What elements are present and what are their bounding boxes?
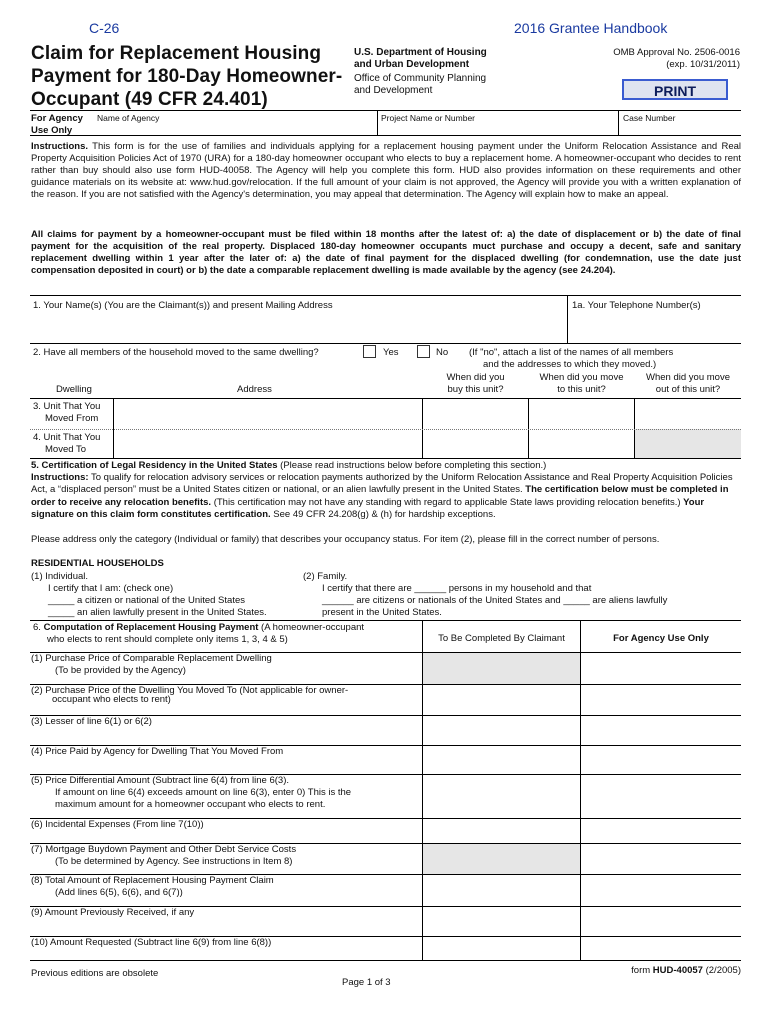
shaded-claimant-cell [423, 653, 580, 684]
title-line-3: Occupant (49 CFR 24.401) [31, 89, 268, 110]
agency-amount-field[interactable] [582, 908, 739, 934]
agency-amount-field[interactable] [582, 938, 739, 958]
family-line-2: ______ are citizens or nationals of the United States and _____ are aliens lawfully [322, 595, 668, 606]
item5-heading-suffix: (Please read instructions below before completing this section.) [280, 460, 547, 471]
handbook-title: 2016 Grantee Handbook [514, 20, 668, 36]
row-text-line: If amount on line 6(4) exceeds amount on line 6(3), enter 0) This is the [55, 787, 352, 798]
page-number: Page 1 of 3 [342, 977, 391, 988]
omb-approval [570, 47, 740, 71]
computation-row-label [31, 844, 419, 868]
row-text-line: (To be determined by Agency. See instructions in Item 8) [55, 856, 293, 867]
col-move-in-date [529, 372, 634, 396]
row-text-line: (1) Purchase Price of Comparable Replacement Dwelling [31, 653, 272, 664]
no-checkbox[interactable] [417, 345, 430, 358]
address-only-note: Please address only the category (Individual or family) that describes your occupancy status. For item (2), please fill in the correct number of persons. [31, 534, 660, 545]
col-dwelling: Dwelling [56, 384, 92, 395]
item5-instr-label: Instructions: [31, 472, 89, 483]
row-text-line: (5) Price Differential Amount (Subtract line 6(4) from line 6(3). [31, 775, 290, 786]
item2-note-line-1: (If "no", attach a list of the names of all members [469, 347, 674, 358]
row3-line-1: 3. Unit That You [33, 401, 101, 412]
item6-num: 6. [33, 622, 41, 633]
claimant-amount-field[interactable] [424, 717, 578, 743]
claimant-amount-field[interactable] [424, 747, 578, 772]
item2-note-line-2: and the addresses to which they moved.) [483, 359, 657, 370]
claimant-amount-field[interactable] [424, 908, 578, 934]
title-line-2: Payment for 180-Day Homeowner- [31, 66, 343, 87]
claimant-amount-field[interactable] [424, 686, 578, 713]
individual-title: (1) Individual. [31, 571, 89, 582]
no-label: No [436, 347, 449, 358]
agency-amount-field[interactable] [582, 747, 739, 772]
row4-line-1: 4. Unit That You [33, 432, 101, 443]
agency-name-field[interactable] [97, 124, 375, 134]
family-section [303, 571, 667, 619]
row-text-line: (6) Incidental Expenses (From line 7(10)) [31, 819, 204, 830]
project-field[interactable] [381, 124, 615, 134]
shaded-moveout-cell [635, 429, 741, 458]
computation-row-label [31, 937, 419, 949]
case-number-label: Case Number [623, 113, 676, 123]
computation-row-label [31, 875, 419, 899]
agency-amount-field[interactable] [582, 876, 739, 904]
print-button[interactable]: PRINT [622, 79, 728, 100]
yes-checkbox[interactable] [363, 345, 376, 358]
computation-row-label [31, 685, 419, 706]
item5-instr-body2: (This certification may not have any standing with regard to applicable State laws providing relocation benefits.) [213, 496, 681, 508]
computation-row-label [31, 746, 419, 758]
item6-heading-rest: (A homeowner-occupant [261, 622, 365, 633]
row3-address-field[interactable] [116, 400, 420, 427]
row-text-line: (2) Purchase Price of the Dwelling You Moved To (Not applicable for owner- [31, 685, 349, 696]
row-text-line: (To be provided by the Agency) [55, 665, 186, 676]
obsolete-note: Previous editions are obsolete [31, 968, 159, 979]
office-line-2: and Development [354, 85, 433, 96]
claimant-amount-field[interactable] [424, 876, 578, 904]
col-agency: For Agency Use Only [613, 633, 709, 644]
for-agency-line-1: For Agency [31, 113, 83, 124]
col-address: Address [237, 384, 272, 395]
row-text-line: (Add lines 6(5), 6(6), and 6(7)) [55, 887, 183, 898]
dept-line-2: and Urban Development [354, 59, 470, 70]
col-buy-date [423, 372, 528, 396]
computation-row-label [31, 653, 419, 677]
case-number-field[interactable] [623, 124, 739, 134]
agency-amount-field[interactable] [582, 776, 739, 816]
item5-heading [31, 460, 741, 472]
row-text-line: (4) Price Paid by Agency for Dwelling That You Moved From [31, 746, 284, 757]
instructions-body: This form is for the use of families and individuals applying for a replacement housing payment under the Uniform Relocation Assistance and Real Property Acquisition Policies Act of 1970 (URA) for a 180-day homeowner occupant who elects to buy a replacement home. A homeowner-occupant who decides to rent rather than buy should also use form HUD-40058. The Agency will help you complete this form. HUD also provides information on these requirements and other guidance materials on its website at: www.hud.gov/relocation. If the full amount of your claim is not approved, the Agency will provide you with a written explanation of the reason. If you are not satisfied with the Agency's determination, you may appeal that determination. The Agency will explain how to make an appeal. [31, 141, 742, 200]
office-line-1: Office of Community Planning [354, 73, 487, 84]
omb-line-2: (exp. 10/31/2011) [666, 59, 740, 70]
row3-buy-date-field[interactable] [424, 400, 526, 427]
row3-moveout-field[interactable] [636, 400, 739, 427]
claimant-amount-field[interactable] [424, 776, 578, 816]
col-move-out-date [635, 372, 741, 396]
computation-row-label [31, 819, 419, 831]
computation-row-label [31, 716, 419, 728]
family-line-3: present in the United States. [322, 607, 442, 618]
col-movein-line-2: to this unit? [557, 384, 606, 395]
col-moveout-line-1: When did you move [646, 372, 730, 383]
row3-movein-field[interactable] [530, 400, 632, 427]
shaded-claimant-cell [423, 844, 580, 874]
department [354, 47, 487, 71]
item5-heading-bold: 5. Certification of Legal Residency in the United States [31, 460, 278, 471]
row-text-line: (3) Lesser of line 6(1) or 6(2) [31, 716, 152, 727]
col-buy-line-2: buy this unit? [447, 384, 504, 395]
item5-instructions [31, 472, 741, 522]
row-text-line: occupant who elects to rent) [52, 694, 171, 705]
item6-heading [31, 622, 364, 646]
row4-line-2: Moved To [45, 444, 87, 455]
row4-movein-field[interactable] [530, 431, 632, 457]
item5-instr-bold2: Your signature on this claim form constitutes certification. [31, 496, 705, 521]
form-prefix: form [631, 965, 651, 976]
computation-row-label [31, 775, 419, 811]
dept-line-1: U.S. Department of Housing [354, 47, 487, 58]
row-text-line: maximum amount for a homeowner occupant who elects to rent. [55, 799, 326, 810]
family-line-1: I certify that there are ______ persons in my household and that [322, 583, 592, 594]
agency-amount-field[interactable] [582, 686, 739, 713]
for-agency-label [31, 113, 83, 137]
project-label: Project Name or Number [381, 113, 476, 123]
row-text-line: (8) Total Amount of Replacement Housing Payment Claim [31, 875, 274, 886]
agency-amount-field[interactable] [582, 717, 739, 743]
for-agency-line-2: Use Only [31, 125, 73, 136]
omb-line-1: OMB Approval No. 2506-0016 [613, 47, 740, 58]
filing-notice: All claims for payment by a homeowner-occupant must be filed within 18 months after the latest of: a) the date of displacement or b) the date of final payment for the acquisition of the real property. Displaced 180-day homeowner occupants muct purchase and occupy a decent, safe and sanitary replacement dwelling within 1 year after the later of: a) the date of final payment for the displaced dwelling (for condemnation, use the date just compensation deposited in court) or b) the date a comparable replacement dwelling is made available by the agency (see 24.204). [31, 229, 741, 276]
item2-question: 2. Have all members of the household moved to the same dwelling? [33, 347, 319, 358]
item5-instr-body3: See 49 CFR 24.208(g) & (h) for hardship exceptions. [273, 509, 496, 521]
row4-address-field[interactable] [116, 431, 420, 457]
item1-names-label: 1. Your Name(s) (You are the Claimant(s)) and present Mailing Address [33, 300, 333, 311]
office [354, 73, 486, 97]
instructions [31, 141, 741, 201]
computation-row-label [31, 907, 419, 919]
row-text-line: (10) Amount Requested (Subtract line 6(9) from line 6(8)) [31, 937, 272, 948]
form-date: (2/2005) [705, 965, 741, 976]
row3-line-2: Moved From [45, 413, 99, 424]
col-buy-line-1: When did you [446, 372, 505, 383]
claimant-name-address-field[interactable] [33, 313, 563, 341]
individual-line-3: _____ an alien lawfully present in the United States. [48, 607, 267, 618]
item6-heading-bold: Computation of Replacement Housing Payment [43, 622, 259, 633]
agency-amount-field[interactable] [582, 820, 739, 841]
row4-buy-date-field[interactable] [424, 431, 526, 457]
page-title [31, 42, 342, 111]
telephone-field[interactable] [572, 313, 738, 341]
item1a-phone-label: 1a. Your Telephone Number(s) [572, 300, 701, 311]
item5-instr-body1: To qualify for relocation advisory services or relocation payments authorized by the Uniform Relocation Assistance and Real Property Acquisition Policies Act, a “displaced person” must be a United States citizen or national, or an alien lawfully present in the United States. [31, 472, 733, 496]
col-claimant: To Be Completed By Claimant [438, 633, 565, 644]
individual-section [31, 571, 267, 619]
row4-label [33, 432, 100, 456]
item6-heading-line-2: who elects to rent should complete only items 1, 3, 4 & 5) [47, 634, 288, 645]
individual-line-1: I certify that I am: (check one) [48, 583, 174, 594]
col-movein-line-1: When did you move [539, 372, 624, 383]
family-title: (2) Family. [303, 571, 348, 582]
form-code: C-26 [89, 20, 120, 36]
individual-line-2: _____ a citizen or national of the United States [48, 595, 245, 606]
title-line-1: Claim for Replacement Housing [31, 43, 322, 64]
residential-households: RESIDENTIAL HOUSEHOLDS [31, 558, 164, 569]
col-moveout-line-2: out of this unit? [655, 384, 721, 395]
form-number [583, 965, 741, 977]
agency-amount-field[interactable] [582, 845, 739, 872]
claimant-amount-field[interactable] [424, 820, 578, 841]
row3-label [33, 401, 100, 425]
row-text-line: (7) Mortgage Buydown Payment and Other Debt Service Costs [31, 844, 297, 855]
form-code-footer: HUD-40057 [652, 965, 703, 976]
item2-note [469, 347, 673, 371]
agency-amount-field[interactable] [582, 654, 739, 682]
yes-label: Yes [383, 347, 399, 358]
item5-instr-bold1: The certification below must be completed in order to receive any relocation benefits. [31, 484, 729, 508]
row-text-line: (9) Amount Previously Received, if any [31, 907, 195, 918]
instructions-label: Instructions. [31, 141, 89, 152]
agency-name-label: Name of Agency [97, 113, 160, 123]
claimant-amount-field[interactable] [424, 938, 578, 958]
